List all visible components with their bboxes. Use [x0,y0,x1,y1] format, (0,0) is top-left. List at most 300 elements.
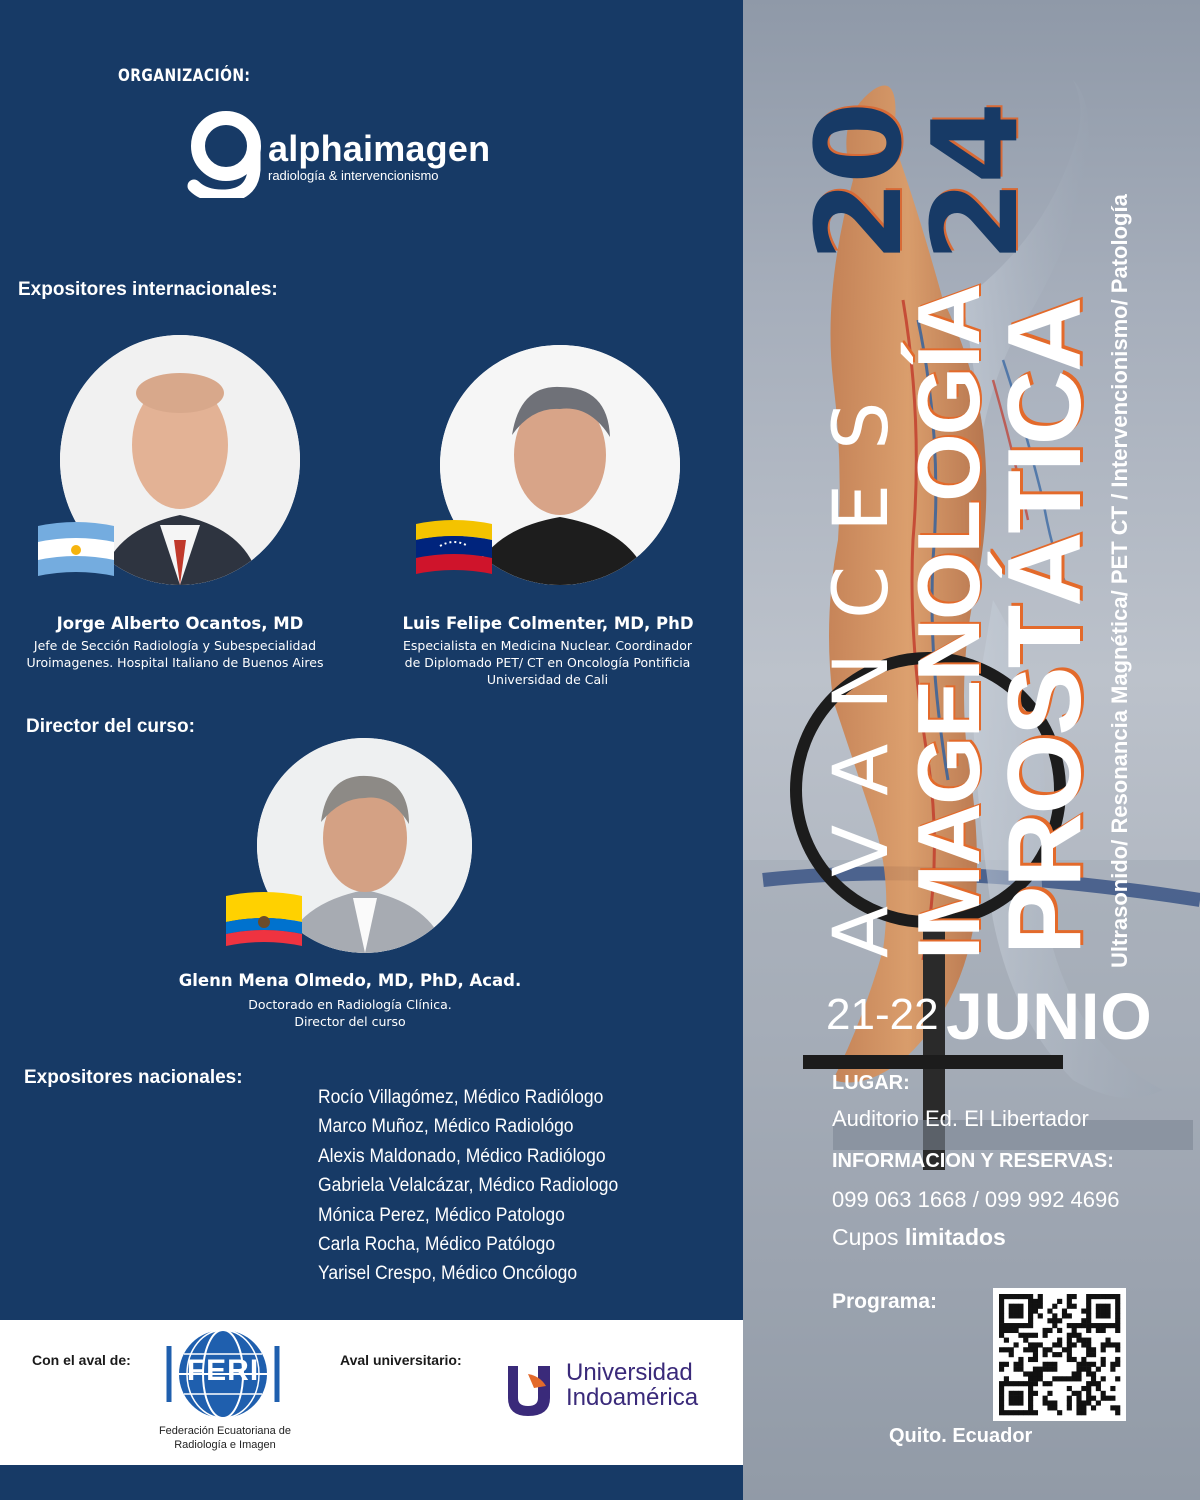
qr-module [1004,1376,1009,1381]
qr-module [1101,1323,1106,1328]
qr-module [1081,1410,1086,1415]
qr-module [1101,1304,1106,1309]
qr-module [1057,1299,1062,1304]
qr-module [1086,1352,1091,1357]
qr-module [1038,1371,1043,1376]
event-dates: 21-22 [826,990,939,1039]
national-speakers-heading: Expositores nacionales: [24,1067,243,1088]
qr-module [1014,1396,1019,1401]
qr-module [1047,1391,1052,1396]
qr-module [1038,1367,1043,1372]
qr-module [1028,1313,1033,1318]
endorsements-bar [0,1320,743,1465]
qr-module [1081,1338,1086,1343]
qr-module [1009,1396,1014,1401]
program-qr-code[interactable] [993,1288,1126,1421]
cupos-strong: limitados [904,1224,1006,1250]
qr-module [1086,1362,1091,1367]
qr-module [1028,1396,1033,1401]
qr-module [1009,1352,1014,1357]
qr-module [999,1313,1004,1318]
qr-module [1096,1386,1101,1391]
qr-module [1076,1400,1081,1405]
qr-module [1052,1362,1057,1367]
qr-module [1067,1323,1072,1328]
qr-module [1043,1352,1048,1357]
qr-module [1091,1405,1096,1410]
qr-module [1014,1362,1019,1367]
qr-module [1004,1381,1009,1386]
qr-module [999,1309,1004,1314]
qr-module [1014,1400,1019,1405]
qr-module [1014,1381,1019,1386]
qr-module [1018,1362,1023,1367]
qr-module [1115,1376,1120,1381]
qr-module [1052,1342,1057,1347]
qr-module [1062,1376,1067,1381]
qr-module [1076,1410,1081,1415]
qr-module [1105,1342,1110,1347]
qr-module [1101,1313,1106,1318]
international-speakers-heading: Expositores internacionales: [18,279,278,300]
qr-module [1009,1294,1014,1299]
qr-module [1014,1304,1019,1309]
qr-module [1047,1362,1052,1367]
qr-module [1052,1313,1057,1318]
qr-module [1072,1371,1077,1376]
qr-module [1096,1400,1101,1405]
qr-module [1081,1323,1086,1328]
qr-module [1004,1410,1009,1415]
qr-module [1072,1323,1077,1328]
qr-module [1105,1313,1110,1318]
qr-module [1086,1338,1091,1343]
qr-module [1028,1323,1033,1328]
qr-module [1115,1405,1120,1410]
qr-module [1023,1294,1028,1299]
qr-module [1052,1323,1057,1328]
qr-module [1038,1376,1043,1381]
qr-module [1004,1294,1009,1299]
qr-module [1038,1304,1043,1309]
qr-module [1057,1318,1062,1323]
qr-module [1086,1299,1091,1304]
qr-module [1052,1400,1057,1405]
qr-module [1023,1338,1028,1343]
qr-module [1091,1381,1096,1386]
qr-module [1038,1342,1043,1347]
qr-module [999,1391,1004,1396]
bottom-strip [0,1465,743,1500]
qr-module [1076,1323,1081,1328]
qr-module [1028,1391,1033,1396]
qr-module [1067,1400,1072,1405]
qr-module [1014,1323,1019,1328]
phones: 099 063 1668 / 099 992 4696 [832,1187,1120,1212]
qr-module [1086,1381,1091,1386]
university-line: Universidad [566,1359,693,1386]
university-label: Aval universitario: [340,1352,462,1368]
qr-module [1023,1381,1028,1386]
qr-module [1110,1342,1115,1347]
qr-module [1023,1347,1028,1352]
qr-module [1115,1313,1120,1318]
qr-module [1043,1333,1048,1338]
qr-module [1038,1313,1043,1318]
qr-module [1009,1304,1014,1309]
qr-module [1101,1342,1106,1347]
qr-module [1115,1309,1120,1314]
qr-module [1014,1410,1019,1415]
qr-module [1110,1396,1115,1401]
event-title-line2: PROSTÁTICA [987,299,1103,955]
qr-module [1067,1357,1072,1362]
qr-module [1115,1323,1120,1328]
director-name: Glenn Mena Olmedo, MD, PhD, Acad. [178,971,522,990]
speaker-role-line: Especialista en Medicina Nuclear. Coordinador [403,638,692,653]
qr-module [1052,1318,1057,1323]
qr-module [1096,1309,1101,1314]
qr-module [1033,1391,1038,1396]
program-label: Programa: [832,1290,938,1313]
qr-module [1110,1405,1115,1410]
event-title-line1: IMAGENOLOGÍA [899,284,998,960]
qr-module [1018,1309,1023,1314]
qr-module [1057,1342,1062,1347]
qr-module [1096,1381,1101,1386]
qr-module [1067,1396,1072,1401]
qr-module [1091,1294,1096,1299]
qr-module [1033,1352,1038,1357]
qr-module [999,1304,1004,1309]
qr-module [1018,1333,1023,1338]
ecuador-flag-icon [224,888,304,952]
qr-module [1028,1386,1033,1391]
qr-module [1004,1347,1009,1352]
qr-module [1072,1357,1077,1362]
qr-module [1091,1347,1096,1352]
qr-module [1115,1294,1120,1299]
qr-module [1009,1323,1014,1328]
qr-module [1110,1367,1115,1372]
qr-module [1023,1333,1028,1338]
qr-module [1047,1405,1052,1410]
speaker-role-line: Jefe de Sección Radiología y Subespecialidad [33,638,317,653]
qr-module [1096,1367,1101,1372]
qr-module [1086,1367,1091,1372]
qr-module [1096,1328,1101,1333]
qr-module [1115,1318,1120,1323]
qr-module [999,1328,1004,1333]
list-item: Yarisel Crespo, Médico Oncólogo [318,1263,578,1285]
qr-module [1072,1391,1077,1396]
qr-module [1023,1323,1028,1328]
qr-module [1076,1333,1081,1338]
qr-module [1028,1318,1033,1323]
qr-module [1072,1294,1077,1299]
qr-module [1067,1299,1072,1304]
qr-module [1057,1352,1062,1357]
qr-module [1067,1313,1072,1318]
qr-module [1091,1371,1096,1376]
qr-module [1033,1299,1038,1304]
qr-module [1115,1347,1120,1352]
qr-module [1033,1381,1038,1386]
speaker-name-colmenter: Luis Felipe Colmenter, MD, PhD [402,614,694,633]
qr-module [1081,1386,1086,1391]
qr-module [1101,1328,1106,1333]
qr-module [1115,1342,1120,1347]
qr-module [1047,1328,1052,1333]
qr-module [1028,1376,1033,1381]
qr-module [1009,1347,1014,1352]
qr-module [1067,1352,1072,1357]
qr-module [1072,1376,1077,1381]
qr-module [1072,1342,1077,1347]
qr-module [1081,1405,1086,1410]
qr-module [1033,1367,1038,1372]
list-item: Alexis Maldonado, Médico Radiólogo [318,1145,606,1167]
qr-module [1028,1371,1033,1376]
qr-module [1052,1376,1057,1381]
qr-module [1028,1333,1033,1338]
qr-module [999,1318,1004,1323]
qr-module [1067,1333,1072,1338]
qr-module [1018,1396,1023,1401]
qr-module [1009,1313,1014,1318]
qr-module [1076,1338,1081,1343]
qr-module [1018,1304,1023,1309]
qr-module [1052,1352,1057,1357]
qr-module [1033,1357,1038,1362]
qr-module [1009,1381,1014,1386]
qr-module [1014,1342,1019,1347]
qr-module [999,1299,1004,1304]
venue: Auditorio Ed. El Libertador [832,1106,1089,1131]
qr-module [1110,1362,1115,1367]
director-role-line: Doctorado en Radiología Clínica. [248,997,452,1012]
qr-module [1086,1400,1091,1405]
qr-module [1086,1304,1091,1309]
qr-module [1086,1328,1091,1333]
qr-module [1110,1323,1115,1328]
event-prefix: AVANCES [816,367,905,958]
qr-module [1014,1294,1019,1299]
qr-module [1110,1294,1115,1299]
qr-module [1047,1367,1052,1372]
qr-module [1033,1371,1038,1376]
qr-module [1038,1294,1043,1299]
info-label: INFORMACION Y RESERVAS: [832,1150,1114,1172]
qr-module [999,1333,1004,1338]
qr-module [999,1405,1004,1410]
qr-module [1086,1347,1091,1352]
qr-module [1105,1304,1110,1309]
qr-module [1091,1396,1096,1401]
qr-module [1023,1371,1028,1376]
qr-module [1096,1323,1101,1328]
qr-module [1028,1405,1033,1410]
qr-module [1033,1376,1038,1381]
event-subtitle: Ultrasonido/ Resonancia Magnética/ PET CT / Intervencionismo/ Patología [1107,194,1132,968]
qr-module [1033,1342,1038,1347]
list-item: Marco Muñoz, Médico Radiológo [318,1116,574,1138]
qr-module [1028,1400,1033,1405]
qr-module [1101,1347,1106,1352]
qr-module [1018,1381,1023,1386]
feri-line: Federación Ecuatoriana de [158,1425,292,1437]
qr-module [1076,1371,1081,1376]
qr-module [1018,1357,1023,1362]
qr-module [999,1294,1004,1299]
aval-label: Con el aval de: [32,1352,131,1368]
course-director-heading: Director del curso: [26,716,195,737]
cupos [832,1224,1006,1251]
qr-module [1062,1313,1067,1318]
national-speakers-list [318,1083,644,1289]
qr-module [1043,1362,1048,1367]
qr-module [1086,1342,1091,1347]
qr-module [1096,1313,1101,1318]
qr-module [1101,1309,1106,1314]
qr-module [1028,1347,1033,1352]
qr-module [1072,1333,1077,1338]
cupos-prefix: Cupos [832,1224,899,1250]
qr-module [1086,1313,1091,1318]
logo-tagline: radiología & intervencionismo [268,168,439,183]
qr-module [1067,1376,1072,1381]
qr-module [1009,1410,1014,1415]
qr-module [1028,1342,1033,1347]
venezuela-flag-icon [414,516,494,580]
qr-module [1076,1396,1081,1401]
event-city: Quito. Ecuador [889,1425,1033,1447]
qr-module [1086,1371,1091,1376]
qr-module [1101,1396,1106,1401]
qr-module [1033,1333,1038,1338]
qr-module [1105,1294,1110,1299]
qr-module [1028,1357,1033,1362]
qr-module [1028,1309,1033,1314]
qr-module [1043,1347,1048,1352]
qr-module [1081,1342,1086,1347]
qr-module [1014,1328,1019,1333]
qr-module [1067,1342,1072,1347]
director-role-line: Director del curso [294,1014,406,1029]
qr-module [1028,1304,1033,1309]
qr-module [1086,1309,1091,1314]
qr-module [1004,1362,1009,1367]
qr-module [999,1381,1004,1386]
qr-module [1101,1357,1106,1362]
qr-module [1014,1309,1019,1314]
qr-module [1067,1386,1072,1391]
qr-module [1115,1357,1120,1362]
qr-module [999,1367,1004,1372]
qr-module [1086,1294,1091,1299]
qr-module [1014,1391,1019,1396]
speaker-role-line: Uroimagenes. Hospital Italiano de Buenos Aires [26,655,324,670]
list-item: Gabriela Velalcázar, Médico Radiologo [318,1175,619,1197]
qr-module [1023,1410,1028,1415]
qr-module [1076,1362,1081,1367]
qr-code-icon [993,1288,1126,1421]
qr-module [1072,1328,1077,1333]
qr-module [1018,1391,1023,1396]
qr-module [1009,1309,1014,1314]
speaker-role-ocantos [0,637,350,671]
qr-module [1086,1318,1091,1323]
qr-module [1076,1367,1081,1372]
qr-module [1115,1328,1120,1333]
venue-label: LUGAR: [832,1072,910,1094]
qr-module [1105,1338,1110,1343]
qr-module [1076,1376,1081,1381]
qr-module [1115,1410,1120,1415]
logo-name: alphaimagen [268,128,491,169]
qr-module [1101,1376,1106,1381]
qr-module [1057,1376,1062,1381]
qr-module [1067,1338,1072,1343]
qr-module [1047,1400,1052,1405]
speaker-name-ocantos: Jorge Alberto Ocantos, MD [56,614,304,633]
qr-module [1101,1294,1106,1299]
qr-module [1057,1338,1062,1343]
year-part2: 24 [906,105,1044,262]
qr-module [1091,1376,1096,1381]
qr-module [1018,1323,1023,1328]
qr-module [1115,1299,1120,1304]
qr-module [1014,1367,1019,1372]
qr-module [1047,1381,1052,1386]
qr-module [1076,1391,1081,1396]
qr-module [1043,1396,1048,1401]
qr-module [1028,1381,1033,1386]
qr-module [1018,1313,1023,1318]
university-name [566,1360,698,1410]
qr-module [1096,1304,1101,1309]
qr-module [1052,1405,1057,1410]
qr-module [1081,1357,1086,1362]
feri-full-name [130,1424,320,1452]
qr-module [1081,1318,1086,1323]
qr-module [1081,1362,1086,1367]
qr-module [1067,1405,1072,1410]
list-item: Rocío Villagómez, Médico Radiólogo [318,1087,604,1108]
qr-module [1047,1347,1052,1352]
qr-module [1091,1323,1096,1328]
qr-module [1043,1381,1048,1386]
feri-line: Radiología e Imagen [174,1439,276,1451]
qr-module [1091,1352,1096,1357]
university-line: Indoamérica [566,1384,699,1411]
qr-module [1096,1294,1101,1299]
qr-module [999,1410,1004,1415]
qr-module [1014,1313,1019,1318]
qr-module [1018,1294,1023,1299]
qr-module [1057,1328,1062,1333]
qr-module [999,1400,1004,1405]
qr-module [1081,1367,1086,1372]
event-month: JUNIO [946,979,1153,1053]
qr-module [1018,1410,1023,1415]
qr-module [1033,1304,1038,1309]
qr-module [1047,1318,1052,1323]
indoamerica-logo-icon [506,1364,552,1416]
qr-module [1057,1410,1062,1415]
qr-module [1101,1362,1106,1367]
list-item: Carla Rocha, Médico Patólogo [318,1234,556,1256]
